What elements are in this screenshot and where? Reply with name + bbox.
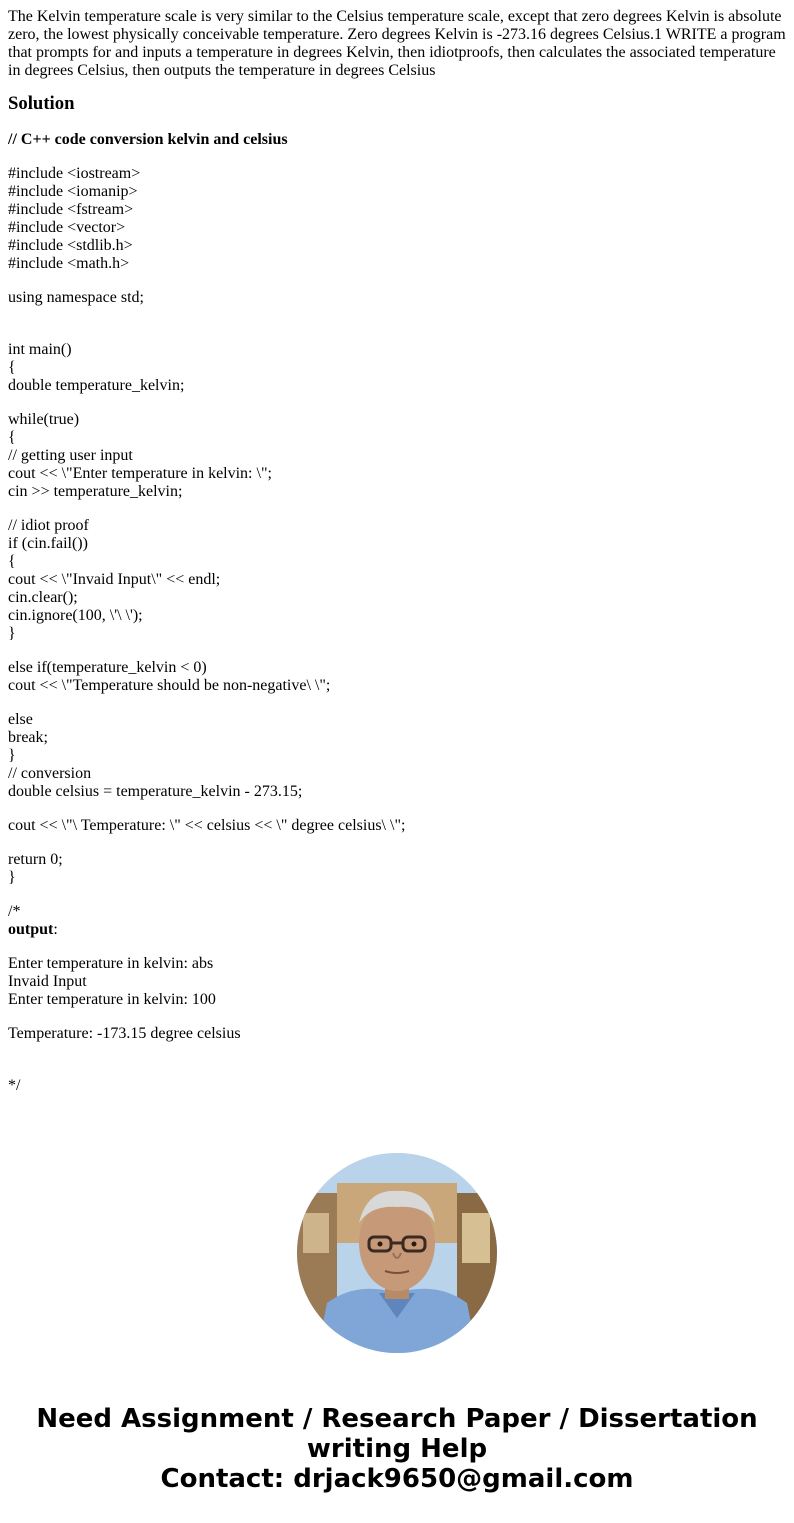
code-comment-heading-text: // C++ code conversion kelvin and celsius <box>8 131 288 148</box>
include-line: #include <iostream> <box>8 165 141 182</box>
document-content <box>8 8 788 1111</box>
promo-contact: Contact: drjack9650@gmail.com <box>160 1464 634 1494</box>
output-result: Temperature: -173.15 degree celsius <box>8 1025 241 1042</box>
code-line: { <box>8 359 16 376</box>
spacer <box>8 1043 788 1077</box>
include-line: #include <iomanip> <box>8 183 138 200</box>
includes-block <box>8 165 788 273</box>
output-result-block <box>8 1025 788 1043</box>
code-line: break; <box>8 729 48 746</box>
comment-close-block <box>8 1077 788 1095</box>
code-line: else <box>8 711 33 728</box>
comment-open: /* <box>8 903 21 920</box>
output-header-block <box>8 903 788 939</box>
print-block <box>8 817 788 835</box>
code-comment-heading <box>8 131 788 149</box>
code-line: if (cin.fail()) <box>8 535 88 552</box>
solution-heading: Solution <box>8 93 75 114</box>
code-line: // conversion <box>8 765 92 782</box>
using-namespace-line <box>8 289 788 307</box>
code-line: int main() <box>8 341 72 358</box>
code-line: // getting user input <box>8 447 133 464</box>
output-line: Enter temperature in kelvin: abs <box>8 955 214 972</box>
main-block <box>8 341 788 395</box>
code-line: double temperature_kelvin; <box>8 377 185 394</box>
output-line: Enter temperature in kelvin: 100 <box>8 991 216 1008</box>
output-colon: : <box>53 921 58 938</box>
loop-block <box>8 411 788 501</box>
output-label: output <box>8 921 54 938</box>
code-line: cout << \"Temperature should be non-negative\ \"; <box>8 677 331 694</box>
avatar <box>297 1153 497 1353</box>
return-block <box>8 851 788 887</box>
code-line: { <box>8 553 16 570</box>
idiot-proof-block <box>8 517 788 643</box>
code-line: } <box>8 625 16 642</box>
code-line: { <box>8 429 16 446</box>
else-if-block <box>8 659 788 695</box>
include-line: #include <math.h> <box>8 255 130 272</box>
question-text: The Kelvin temperature scale is very similar to the Celsius temperature scale, except that zero degrees Kelvin is absolute zero, the lowest physically conceivable temperature. Zero degrees Kelvin is -273.16 degrees Celsius.1 WRITE a program that prompts for and inputs a temperature in degrees Kelvin, then idiotproofs, then calculates the associated temperature in degrees Celsius, then outputs the temperature in degrees Celsius <box>8 8 786 79</box>
output-run-block <box>8 955 788 1009</box>
avatar-portrait-icon <box>297 1153 497 1353</box>
code-line: cin >> temperature_kelvin; <box>8 483 183 500</box>
code-line: double celsius = temperature_kelvin - 273.15; <box>8 783 303 800</box>
comment-close: */ <box>8 1077 21 1094</box>
code-line: while(true) <box>8 411 80 428</box>
code-line: cout << \"Invaid Input\" << endl; <box>8 571 221 588</box>
spacer <box>8 307 788 341</box>
output-label-line <box>8 921 788 939</box>
code-line: cin.clear(); <box>8 589 78 606</box>
include-line: #include <fstream> <box>8 201 134 218</box>
code-line: } <box>8 747 16 764</box>
include-line: #include <vector> <box>8 219 126 236</box>
promo-line-2: writing Help <box>306 1434 488 1464</box>
code-line: cout << \"Enter temperature in kelvin: \"; <box>8 465 272 482</box>
code-line: // idiot proof <box>8 517 89 534</box>
code-line: else if(temperature_kelvin < 0) <box>8 659 207 676</box>
include-line: #include <stdlib.h> <box>8 237 133 254</box>
promo-line-1: Need Assignment / Research Paper / Dissertation <box>36 1404 758 1434</box>
code-line: } <box>8 869 16 886</box>
code-line: cin.ignore(100, \'\ \'); <box>8 607 143 624</box>
else-block <box>8 711 788 801</box>
promo-banner <box>0 1404 794 1494</box>
code-line: return 0; <box>8 851 63 868</box>
output-line: Invaid Input <box>8 973 87 990</box>
using-line: using namespace std; <box>8 289 144 306</box>
code-line: cout << \"\ Temperature: \" << celsius << \" degree celsius\ \"; <box>8 817 406 834</box>
